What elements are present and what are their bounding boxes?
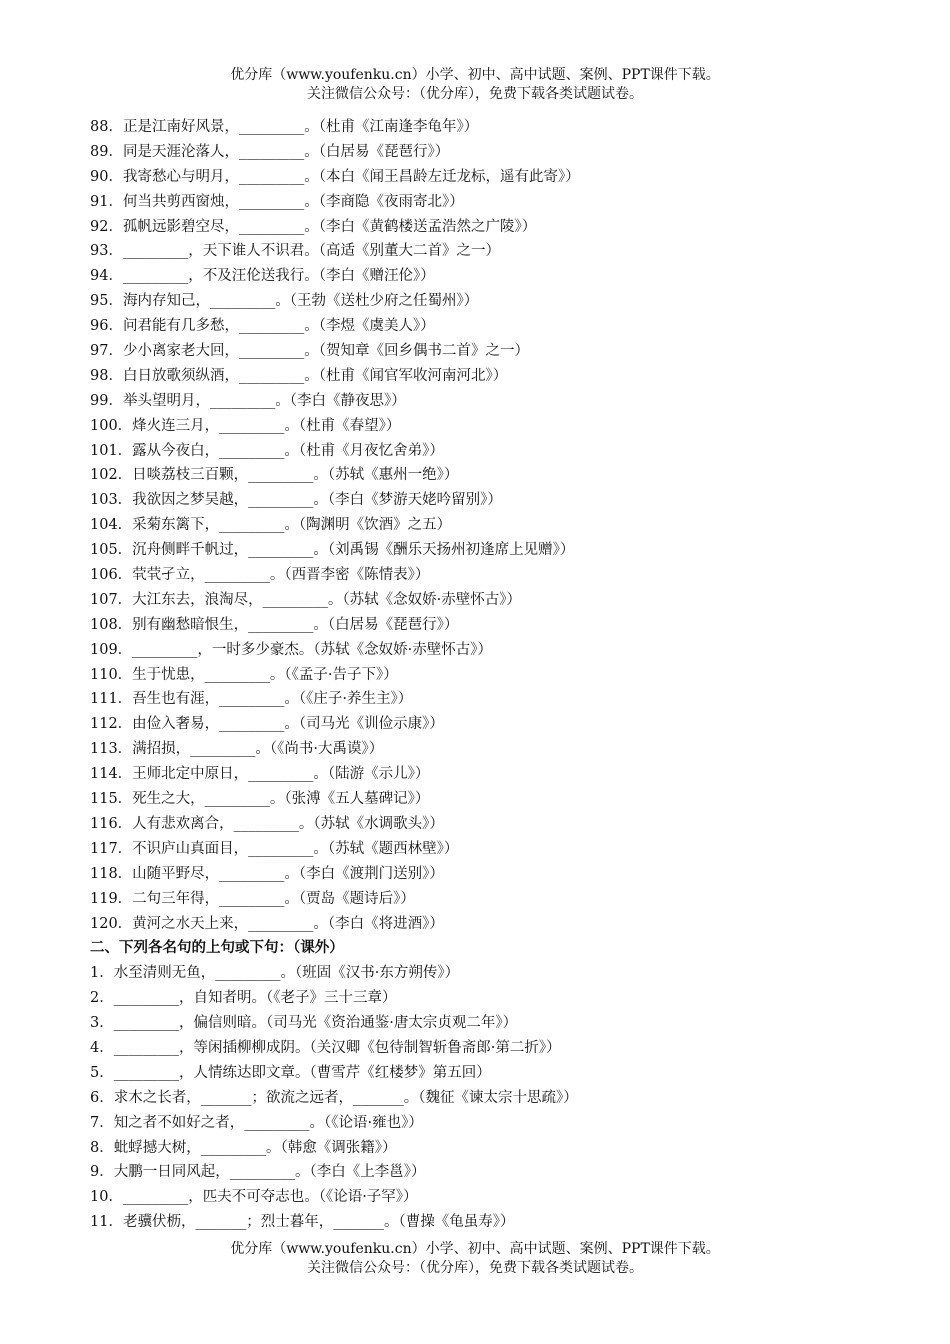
question-line: 3．_________，偏信则暗。（司马光《资治通鉴·唐太宗贞观二年》）	[90, 1015, 518, 1032]
question-line: 101．露从今夜白，_________。（杜甫《月夜忆舍弟》）	[90, 442, 444, 459]
question-line: 94．_________，不及汪伦送我行。（李白《赠汪伦》）	[90, 268, 435, 285]
question-line: 116．人有悲欢离合，_________。（苏轼《水调歌头》）	[90, 815, 444, 832]
question-line: 115．死生之大，_________。（张溥《五人墓碑记》）	[90, 791, 430, 808]
header-line-2: 关注微信公众号：（优分库），免费下载各类试题试卷。	[307, 86, 643, 102]
question-line: 106．茕茕孑立，_________。（西晋李密《陈情表》）	[90, 567, 430, 584]
question-line: 2．_________，自知者明。（《老子》三十三章）	[90, 990, 397, 1007]
question-line: 119．二句三年得，_________。（贾岛《题诗后》）	[90, 890, 415, 907]
footer-line-1: 优分库（www.youfenku.cn）小学、初中、高中试题、案例、PPT课件下载。	[230, 1241, 720, 1257]
page-header	[0, 66, 950, 104]
question-line: 96．问君能有几多愁，_________。（李煜《虞美人》）	[90, 318, 435, 335]
question-line: 93．_________，天下谁人不识君。（高适《别董大二首》之一）	[90, 243, 500, 260]
document-body	[90, 115, 910, 1235]
question-line: 92．孤帆远影碧空尽，_________。（李白《黄鹤楼送孟浩然之广陵》）	[90, 218, 537, 235]
question-line: 111．吾生也有涯，_________。（《庄子·养生主》）	[90, 691, 413, 708]
question-line: 114．王师北定中原日，_________。（陆游《示儿》）	[90, 766, 430, 783]
question-line: 10．_________，匹夫不可夺志也。（《论语·子罕》）	[90, 1189, 418, 1206]
question-line: 103．我欲因之梦吴越，_________。（李白《梦游天姥吟留别》）	[90, 492, 502, 509]
question-line: 97．少小离家老大回，_________。（贺知章《回乡偶书二首》之一）	[90, 343, 529, 360]
question-line: 110．生于忧患，_________。（《孟子·告子下》）	[90, 666, 398, 683]
question-line: 5．_________，人情练达即文章。（曹雪芹《红楼梦》第五回）	[90, 1064, 491, 1081]
question-line: 90．我寄愁心与明月，_________。（本白《闻王昌龄左迁龙标，遥有此寄》）	[90, 168, 580, 185]
question-line: 109．_________，一时多少豪杰。（苏轼《念奴娇·赤壁怀古》）	[90, 641, 493, 658]
question-line: 107．大江东去，浪淘尽，_________。（苏轼《念奴娇·赤壁怀古》）	[90, 591, 522, 608]
question-line: 1．水至清则无鱼，_________。（班固《汉书·东方朔传》）	[90, 965, 460, 982]
question-line: 95．海内存知己，_________。（王勃《送杜少府之任蜀州》）	[90, 293, 479, 310]
question-line: 117．不识庐山真面目，_________。（苏轼《题西林壁》）	[90, 840, 459, 857]
question-line: 112．由俭入奢易，_________。（司马光《训俭示康》）	[90, 716, 444, 733]
question-line: 7．知之者不如好之者，_________。（《论语·雍也》）	[90, 1114, 423, 1131]
question-line: 89．同是天涯沦落人，_________。（白居易《琵琶行》）	[90, 143, 450, 160]
question-line: 113．满招损，_________。（《尚书·大禹谟》）	[90, 741, 384, 758]
question-line: 4．_________，等闲插柳柳成阴。（关汉卿《包待制智斩鲁斋郎·第二折》）	[90, 1039, 561, 1056]
page-footer	[0, 1240, 950, 1278]
question-line: 98．白日放歌须纵酒，_________。（杜甫《闻官军收河南河北》）	[90, 367, 508, 384]
question-line: 108．别有幽愁暗恨生，_________。（白居易《琵琶行》）	[90, 616, 459, 633]
question-line: 11．老骥伏枥，_______；烈士暮年，_______。（曹操《龟虽寿》）	[90, 1214, 515, 1231]
question-line: 91．何当共剪西窗烛，_________。（李商隐《夜雨寄北》）	[90, 193, 464, 210]
question-line: 88．正是江南好风景，_________。（杜甫《江南逢李龟年》）	[90, 119, 479, 135]
question-line: 104．采菊东篱下，_________。（陶渊明《饮酒》之五）	[90, 517, 452, 534]
section-heading: 二、下列各名句的上句或下句：（课外）	[90, 939, 344, 957]
question-line: 8．蚍蜉撼大树，_________。（韩愈《调张籍》）	[90, 1139, 397, 1156]
footer-line-2: 关注微信公众号：（优分库），免费下载各类试题试卷。	[307, 1260, 643, 1276]
question-line: 120．黄河之水天上来，_________。（李白《将进酒》）	[90, 915, 444, 932]
question-line: 105．沉舟侧畔千帆过，_________。（刘禹锡《酬乐天扬州初逢席上见赠》）	[90, 542, 575, 559]
question-line: 9．大鹏一日同风起，_________。（李白《上李邕》）	[90, 1164, 426, 1181]
question-line: 6．求木之长者，_______；欲流之远者，_______。（魏征《谏太宗十思疏》）	[90, 1089, 578, 1106]
question-line: 99．举头望明月，_________。（李白《静夜思》）	[90, 392, 406, 409]
question-line: 102．日啖荔枝三百颗，_________。（苏轼《惠州一绝》）	[90, 467, 459, 484]
question-line: 100．烽火连三月，_________。（杜甫《春望》）	[90, 417, 401, 434]
header-line-1: 优分库（www.youfenku.cn）小学、初中、高中试题、案例、PPT课件下载。	[230, 67, 720, 83]
question-line: 118．山随平野尽，_________。（李白《渡荆门送别》）	[90, 865, 444, 882]
